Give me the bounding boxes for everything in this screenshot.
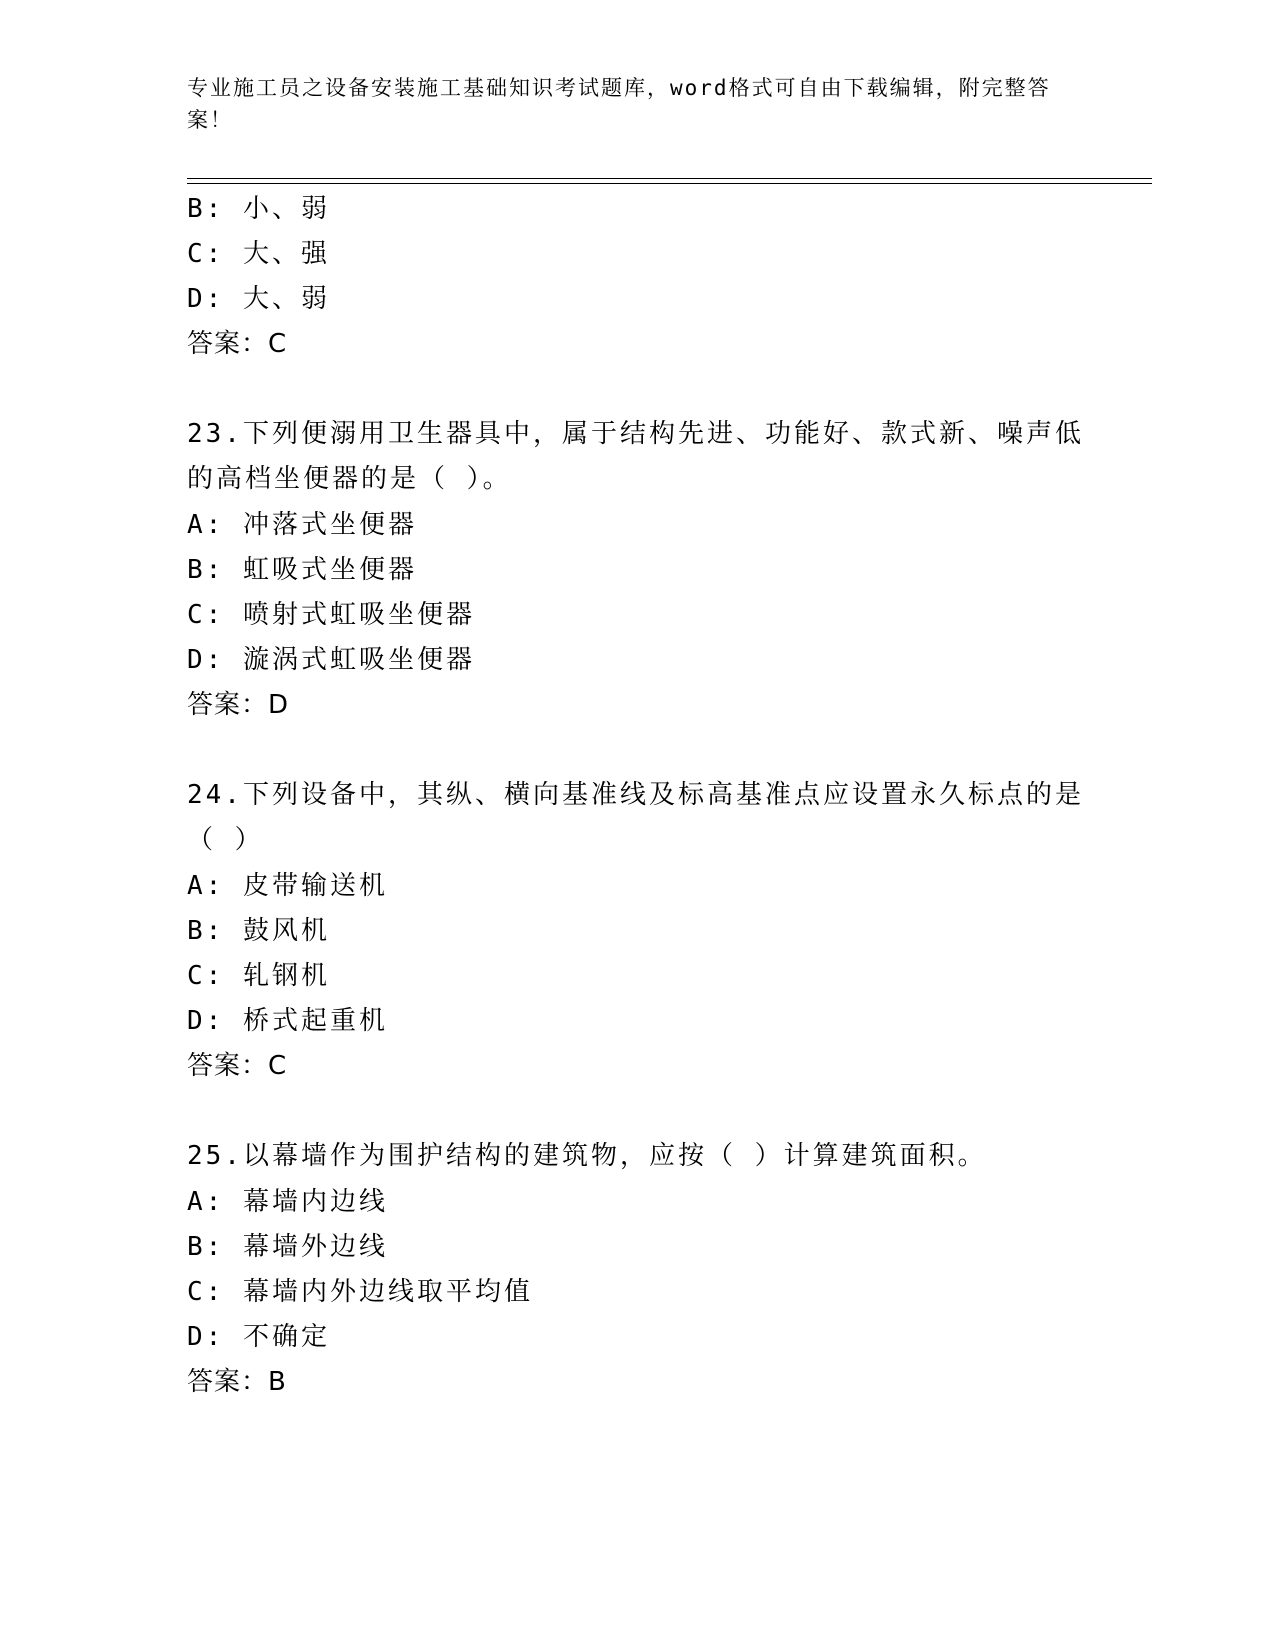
answer: 答案：B	[187, 1367, 287, 1397]
option-d: D: 桥式起重机	[187, 1006, 388, 1036]
answer: 答案：C	[187, 1051, 288, 1081]
question-stem: 23.下列便溺用卫生器具中，属于结构先进、功能好、款式新、噪声低的高档坐便器的是（ ）。	[187, 419, 1084, 494]
option-a: A: 皮带输送机	[187, 871, 388, 901]
question-stem: 24.下列设备中，其纵、横向基准线及标高基准点应设置永久标点的是（ ）	[187, 780, 1084, 855]
option-c: C: 幕墙内外边线取平均值	[187, 1277, 533, 1307]
option-c: C: 大、强	[187, 239, 330, 269]
option-c: C: 轧钢机	[187, 961, 330, 991]
answer: 答案：C	[187, 329, 288, 359]
option-b: B: 小、弱	[187, 194, 330, 224]
option-d: D: 漩涡式虹吸坐便器	[187, 645, 475, 675]
document-header: 专业施工员之设备安装施工基础知识考试题库，word格式可自由下载编辑，附完整答案！	[187, 76, 1051, 132]
option-b: B: 虹吸式坐便器	[187, 555, 417, 585]
header-rule-bottom	[187, 183, 1152, 184]
option-a: A: 冲落式坐便器	[187, 510, 417, 540]
option-b: B: 幕墙外边线	[187, 1232, 388, 1262]
option-b: B: 鼓风机	[187, 916, 330, 946]
header-rule-top	[187, 178, 1152, 179]
option-d: D: 不确定	[187, 1322, 330, 1352]
option-d: D: 大、弱	[187, 284, 330, 314]
question-stem: 25.以幕墙作为围护结构的建筑物，应按（ ）计算建筑面积。	[187, 1141, 987, 1171]
answer: 答案：D	[187, 690, 290, 720]
option-c: C: 喷射式虹吸坐便器	[187, 600, 475, 630]
option-a: A: 幕墙内边线	[187, 1187, 388, 1217]
